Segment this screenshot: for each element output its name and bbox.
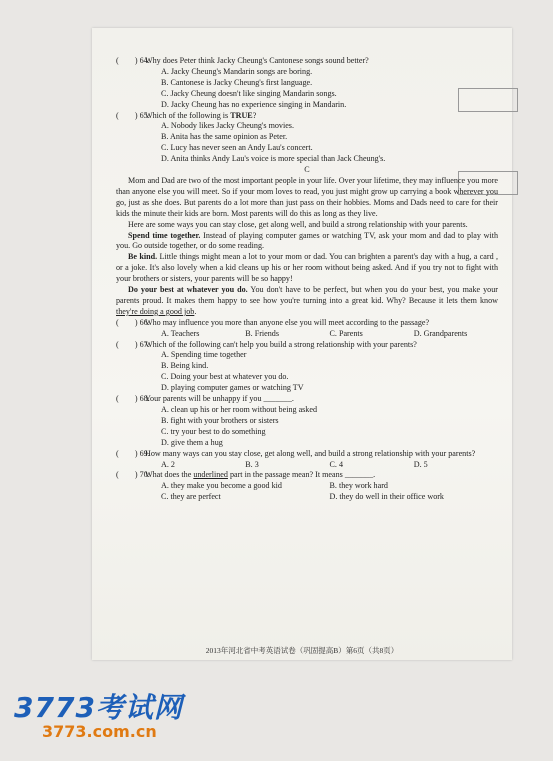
option: A. they make you become a good kid <box>161 481 282 491</box>
option: A. Nobody likes Jacky Cheung's movies. <box>161 121 294 131</box>
option: C. Parents <box>329 328 363 338</box>
option: D. Anita thinks Andy Lau's voice is more special than Jack Cheung's. <box>161 154 386 164</box>
options-row <box>116 329 498 340</box>
option: A. Spending time together <box>161 350 247 360</box>
section-heading: C <box>304 165 310 175</box>
option: A. Jacky Cheung's Mandarin songs are boring. <box>161 66 313 76</box>
page-footer: 2013年河北省中考英语试卷（巩固提高B）第6页（共8页） <box>205 646 399 655</box>
option: B. Friends <box>245 328 279 338</box>
options-row <box>116 481 498 503</box>
exam-sheet <box>92 28 512 660</box>
option: C. Jacky Cheung doesn't like singing Mandarin songs. <box>161 88 337 98</box>
option: A. Teachers <box>161 328 200 338</box>
option: C. try your best to do something <box>161 426 266 436</box>
option: A. 2 <box>161 459 175 469</box>
option: D. Grandparents <box>413 328 468 338</box>
option: B. Being kind. <box>161 361 209 371</box>
option: A. clean up his or her room without being asked <box>161 405 317 414</box>
option: C. Doing your best at whatever you do. <box>161 372 289 382</box>
question-70: ( ) 70. What does the underlined part in the passage mean? It means _______. <box>116 470 376 480</box>
question-67: ( ) 67. Which of the following can't help you build a strong relationship with your parents? <box>116 339 417 349</box>
option: D. 5 <box>413 459 428 469</box>
passage-paragraph: Mom and Dad are two of the most important people in your life. Over your lifetime, they may influence you more than anyone else you will meet. So if your mom loves to read, you just might grow up carrying a book wherever you go, just as she does. But parents do a lot more than just pass on their hobbies. Moms and Dads need to care for their kids the minute their kids are born. Most parents will do this as long as they live. <box>116 175 498 218</box>
option: D. they do well in their office work <box>329 492 444 502</box>
underlined-phrase: they're doing a good job <box>116 306 195 316</box>
option: B. Cantonese is Jacky Cheung's first language. <box>161 77 313 87</box>
passage-paragraph: Here are some ways you can stay close, get along well, and build a strong relationship with your parents. <box>128 219 468 229</box>
option: D. Jacky Cheung has no experience singing in Mandarin. <box>161 99 347 109</box>
option: D. give them a hug <box>161 437 223 447</box>
passage-paragraph: Do your best at whatever you do. You don't have to be perfect, but when you do your best, you make your parents proud. It makes them happy to see how you're turning into a great kid. Why? Because it lets them know they're doing a good job. <box>116 285 498 316</box>
logo-url: 3773.com.cn <box>42 722 157 741</box>
question-64: ( ) 64. Why does Peter think Jacky Cheung's Cantonese songs sound better? <box>116 56 369 65</box>
option: C. 4 <box>329 459 343 469</box>
option: B. they work hard <box>329 481 388 491</box>
question-68: ( ) 68. Your parents will be unhappy if you _______. <box>116 394 294 404</box>
question-66: ( ) 66. Who may influence you more than anyone else you will meet according to the passage? <box>116 317 430 327</box>
option: B. Anita has the same opinion as Peter. <box>161 132 288 142</box>
exam-content <box>116 56 498 503</box>
logo-title: 3773考试网 <box>14 691 183 724</box>
question-69: ( ) 69. How many ways can you stay close, get along well, and build a strong relationship with your parents? <box>116 448 476 458</box>
option: B. fight with your brothers or sisters <box>161 415 279 425</box>
passage-paragraph: Spend time together. Instead of playing computer games or watching TV, ask your mom and dad to play with you. Go outside together, or do some reading. <box>116 230 499 251</box>
option: D. playing computer games or watching TV <box>161 383 304 393</box>
passage-paragraph: Be kind. Little things might mean a lot to your mom or dad. You can brighten a parent's day with a hug, a card , or a joke. It's also lovely when a kid cleans up his or her room without being asked. And if you try not to fight with your brothers or sisters, your parents will be so happy! <box>116 252 498 284</box>
option: B. 3 <box>245 459 259 469</box>
options-row <box>116 460 498 471</box>
site-logo <box>14 686 183 741</box>
question-65: ( ) 65. Which of the following is TRUE? <box>116 110 257 120</box>
option: C. Lucy has never seen an Andy Lau's concert. <box>161 143 313 153</box>
option: C. they are perfect <box>161 492 221 502</box>
